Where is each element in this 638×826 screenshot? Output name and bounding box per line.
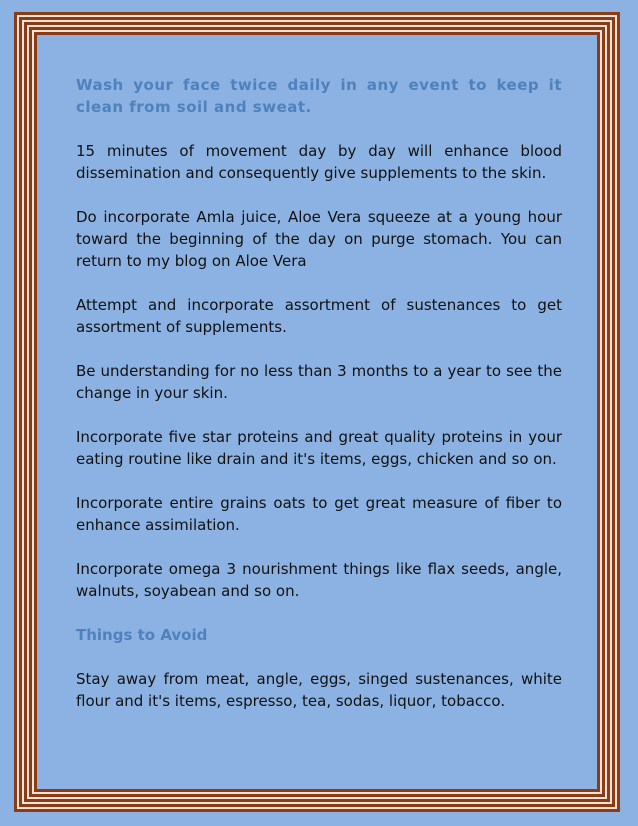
paragraph-variety-food: Attempt and incorporate assortment of sustenances to get assortment of supplements.: [76, 296, 562, 336]
things-to-avoid-heading: Things to Avoid: [76, 626, 208, 644]
paragraph-patience: Be understanding for no less than 3 months to a year to see the change in your skin.: [76, 362, 562, 402]
page-content: [76, 74, 562, 734]
paragraph-things-to-avoid: Stay away from meat, angle, eggs, singed sustenances, white flour and it's items, espresso, tea, sodas, liquor, tobacco.: [76, 670, 562, 710]
paragraph-whole-grains: Incorporate entire grains oats to get great measure of fiber to enhance assimilation.: [76, 494, 562, 534]
intro-heading: Wash your face twice daily in any event to keep it clean from soil and sweat.: [76, 76, 562, 116]
paragraph-omega-3: Incorporate omega 3 nourishment things like flax seeds, angle, walnuts, soyabean and so on.: [76, 560, 562, 600]
paragraph-exercise: 15 minutes of movement day by day will enhance blood dissemination and consequently give supplements to the skin.: [76, 142, 562, 182]
paragraph-amla-aloe: Do incorporate Amla juice, Aloe Vera squeeze at a young hour toward the beginning of the day on purge stomach. You can return to my blog on Aloe Vera: [76, 208, 562, 270]
paragraph-proteins: Incorporate five star proteins and great quality proteins in your eating routine like drain and it's items, eggs, chicken and so on.: [76, 428, 562, 468]
